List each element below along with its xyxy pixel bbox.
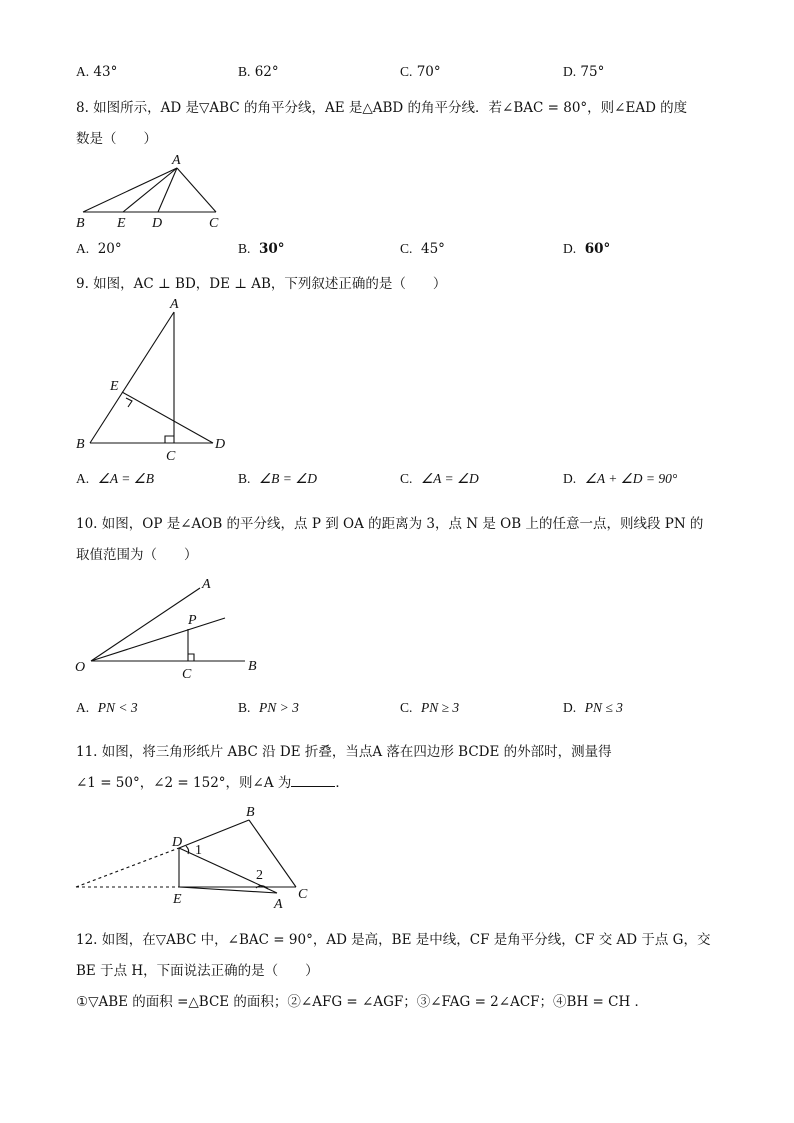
option-label: C. (400, 471, 413, 486)
q8-option-a[interactable] (76, 241, 122, 257)
option-label: D. (563, 700, 577, 715)
q8-option-c[interactable] (400, 241, 445, 257)
label-d: D (172, 835, 183, 850)
label-e: E (117, 216, 126, 231)
q10-option-b[interactable] (238, 700, 299, 716)
q7-option-d[interactable] (563, 64, 604, 80)
option-label: A. (76, 64, 90, 79)
q10-stem-line2: 取值范围为（ ） (76, 547, 198, 563)
q10-option-d[interactable] (563, 700, 623, 716)
option-text: ∠A = ∠D (420, 471, 479, 486)
label-e: E (110, 379, 119, 394)
option-text: 75° (580, 64, 605, 80)
q11-stem-end: ． (335, 775, 349, 791)
q11-stem-line1: 11. 如图，将三角形纸片 ABC 沿 DE 折叠，当点A 落在四边形 BCDE 的外部时，测量得 (76, 744, 612, 760)
label-c: C (209, 216, 219, 231)
q9-option-a[interactable] (76, 471, 154, 487)
label-d: D (215, 437, 226, 452)
q11-stem-line2 (76, 771, 349, 791)
option-label: B. (238, 64, 251, 79)
option-label: D. (563, 471, 577, 486)
label-b: B (246, 805, 255, 820)
option-text: ∠B = ∠D (258, 471, 318, 486)
option-text: 45° (420, 241, 445, 257)
label-c: C (182, 667, 192, 682)
q8-option-d[interactable] (563, 241, 610, 257)
label-b: B (248, 659, 257, 674)
option-label: D. (563, 241, 577, 256)
option-label: B. (238, 471, 251, 486)
angle-2-label: 2 (256, 868, 263, 883)
option-text: 43° (93, 64, 118, 80)
label-d: D (152, 216, 163, 231)
option-text: 30° (258, 241, 285, 257)
option-label: D. (563, 64, 577, 79)
option-label: A. (76, 241, 90, 256)
label-e: E (173, 892, 182, 907)
option-text: 70° (416, 64, 441, 80)
q9-option-b[interactable] (238, 471, 317, 487)
q7-option-c[interactable] (400, 64, 441, 80)
option-label: A. (76, 471, 90, 486)
q12-statements: ①▽ABE 的面积 =△BCE 的面积；②∠AFG = ∠AGF；③∠FAG = 2∠ACF；④BH = CH ． (76, 994, 649, 1010)
q9-option-d[interactable] (563, 471, 677, 487)
q9-figure (70, 292, 240, 467)
option-text: 20° (97, 241, 122, 257)
q7-option-b[interactable] (238, 64, 279, 80)
option-text: PN > 3 (258, 700, 299, 715)
label-a: A (202, 577, 211, 592)
q10-stem-line1: 10. 如图，OP 是∠AOB 的平分线，点 P 到 OA 的距离为 3，点 N 是 OB 上的任意一点，则线段 PN 的 (76, 516, 704, 532)
option-text: PN < 3 (97, 700, 138, 715)
q9-option-c[interactable] (400, 471, 479, 487)
label-b: B (76, 216, 85, 231)
angle-1-label: 1 (195, 843, 202, 858)
option-text: PN ≤ 3 (584, 700, 623, 715)
label-o: O (75, 660, 86, 675)
option-text: ∠A + ∠D = 90° (584, 471, 678, 486)
option-label: B. (238, 700, 251, 715)
q8-figure (70, 150, 240, 232)
label-p: P (188, 613, 197, 628)
option-text: ∠A = ∠B (97, 471, 155, 486)
q12-stem-line2: BE 于点 H，下面说法正确的是（ ） (76, 963, 319, 979)
q7-option-a[interactable] (76, 64, 117, 80)
option-label: C. (400, 700, 413, 715)
q10-figure (70, 568, 270, 683)
option-text: 60° (584, 241, 611, 257)
label-b: B (76, 437, 85, 452)
option-text: PN ≥ 3 (420, 700, 460, 715)
answer-blank[interactable] (291, 774, 335, 787)
q9-stem-line1: 9. 如图，AC ⊥ BD，DE ⊥ AB，下列叙述正确的是（ ） (76, 276, 447, 292)
q11-stem-text: ∠1 = 50°，∠2 = 152°，则∠A 为 (76, 775, 292, 791)
label-a: A (170, 297, 179, 312)
q10-option-c[interactable] (400, 700, 459, 716)
label-a: A (172, 153, 181, 168)
option-label: C. (400, 64, 413, 79)
label-a: A (274, 897, 283, 912)
option-label: C. (400, 241, 413, 256)
q8-stem-line2: 数是（ ） (76, 131, 157, 147)
option-label: A. (76, 700, 90, 715)
q8-option-b[interactable] (238, 241, 285, 257)
q10-option-a[interactable] (76, 700, 138, 716)
q12-stem-line1: 12. 如图，在▽ABC 中，∠BAC = 90°，AD 是高，BE 是中线，CF 是角平分线，CF 交 AD 于点 G，交 (76, 932, 711, 948)
label-c: C (298, 887, 308, 902)
option-text: 62° (254, 64, 279, 80)
q11-figure (70, 800, 320, 912)
option-label: B. (238, 241, 251, 256)
q8-stem-line1: 8. 如图所示，AD 是▽ABC 的角平分线，AE 是△ABD 的角平分线．若∠BAC = 80°，则∠EAD 的度 (76, 100, 688, 116)
label-c: C (166, 449, 176, 464)
